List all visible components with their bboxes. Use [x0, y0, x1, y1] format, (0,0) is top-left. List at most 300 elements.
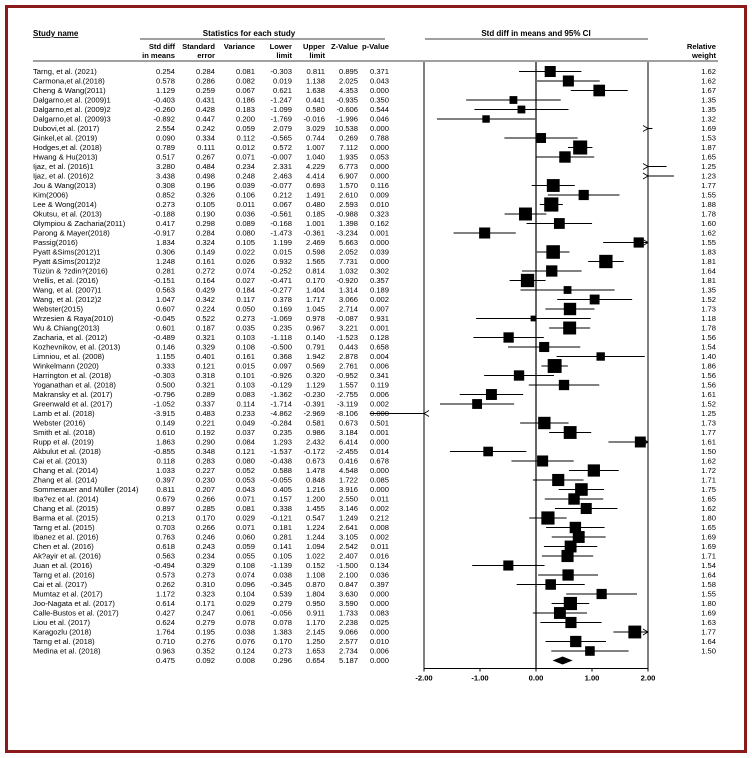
stat-value: 0.852	[155, 190, 175, 200]
column-header: Lower	[269, 42, 292, 51]
stat-value: -0.260	[153, 105, 175, 115]
stat-value: 0.012	[235, 143, 255, 153]
relative-weight: 1.63	[701, 618, 716, 628]
stat-value: 0.578	[155, 76, 175, 86]
stat-value: 2.052	[338, 247, 358, 257]
header-statistics: Statistics for each study	[202, 29, 296, 38]
relative-weight: 1.65	[701, 152, 716, 162]
effect-marker	[597, 589, 607, 599]
stat-value: 0.569	[305, 361, 325, 371]
study-name-label: Chang et al. (2014)	[33, 466, 99, 476]
stat-value: 0.289	[195, 390, 215, 400]
column-header: Standard	[182, 42, 215, 51]
stat-value: -0.952	[336, 371, 358, 381]
stat-value: 0.416	[338, 456, 358, 466]
stat-value: 0.417	[155, 219, 175, 229]
stat-value: 0.060	[235, 532, 255, 542]
stat-value: 0.847	[338, 580, 358, 590]
study-name-label: Sommerauer and Müller (2014)	[33, 485, 139, 495]
effect-marker	[564, 426, 577, 439]
study-name-label: Carmona,et al.(2018)	[33, 76, 105, 86]
stat-value: 0.618	[155, 542, 175, 552]
study-name-label: Zhang et al. (2014)	[33, 475, 98, 485]
stat-value: 0.000	[369, 257, 389, 267]
stat-value: 0.117	[236, 295, 255, 305]
effect-marker	[628, 626, 641, 639]
stat-value: 0.789	[155, 143, 175, 153]
stat-value: 0.848	[305, 475, 325, 485]
effect-marker	[588, 464, 600, 476]
stat-value: 0.090	[155, 133, 175, 143]
relative-weight: 1.62	[701, 228, 716, 238]
column-header: p-Value	[361, 42, 389, 51]
relative-weight: 1.35	[701, 105, 716, 115]
stat-value: 0.350	[369, 95, 389, 105]
stat-value: 0.302	[369, 266, 389, 276]
stat-value: 0.000	[369, 162, 389, 172]
stat-value: -3.119	[337, 399, 358, 409]
stat-value: -4.862	[270, 409, 292, 419]
stat-value: 3.066	[338, 295, 358, 305]
study-name-label: Webster (2016)	[33, 418, 86, 428]
stat-value: 0.118	[156, 456, 175, 466]
effect-marker	[537, 455, 548, 466]
effect-marker	[579, 190, 589, 200]
study-name-label: Iba?ez et al. (2014)	[33, 494, 99, 504]
header-plot-title: Std diff in means and 95% CI	[481, 29, 591, 38]
stat-value: 2.100	[338, 570, 358, 580]
stat-value: -1.996	[336, 114, 358, 124]
stat-value: 1.863	[155, 437, 175, 447]
stat-value: 0.009	[369, 190, 389, 200]
stat-value: 0.002	[369, 504, 389, 514]
stat-value: 4.414	[305, 171, 325, 181]
stat-value: 0.105	[235, 238, 255, 248]
study-name-label: Chen et al. (2016)	[33, 542, 94, 552]
relative-weight: 1.35	[701, 95, 716, 105]
relative-weight: 1.61	[701, 437, 716, 447]
stat-value: 3.916	[338, 485, 358, 495]
effect-marker	[593, 85, 605, 97]
relative-weight: 1.64	[701, 570, 716, 580]
relative-weight: 1.65	[701, 494, 716, 504]
stat-value: 3.184	[338, 428, 358, 438]
relative-weight: 1.83	[701, 247, 716, 257]
study-name-label: Calle-Bustos et al. (2017)	[33, 608, 119, 618]
stat-value: -1.118	[271, 333, 292, 343]
study-name-label: Webster(2015)	[33, 304, 84, 314]
relative-weight: 1.77	[701, 181, 716, 191]
stat-value: 0.170	[272, 637, 292, 647]
study-name-label: Hwang & Hu(2013)	[33, 152, 98, 162]
study-name-label: Juan et al. (2016)	[33, 561, 93, 571]
stat-value: 0.006	[369, 646, 389, 656]
stat-value: 0.105	[272, 551, 292, 561]
stat-value: -1.500	[336, 561, 358, 571]
stat-value: 0.673	[305, 456, 325, 466]
stat-value: 0.036	[369, 570, 389, 580]
stat-value: -1.139	[270, 561, 292, 571]
summary-stat-value: 0.296	[272, 656, 292, 666]
stat-value: 0.284	[195, 67, 215, 77]
stat-value: 0.341	[369, 371, 389, 381]
summary-stat-value: 0.008	[235, 656, 255, 666]
effect-marker	[563, 322, 576, 335]
stat-value: 0.000	[369, 589, 389, 599]
stat-value: 0.097	[272, 361, 292, 371]
stat-value: -0.438	[270, 456, 292, 466]
stat-value: 0.371	[369, 67, 389, 77]
stat-value: 0.149	[155, 418, 175, 428]
stat-value: -0.345	[270, 580, 292, 590]
relative-weight: 1.52	[701, 295, 716, 305]
effect-marker	[568, 493, 579, 504]
stat-value: 0.588	[272, 466, 292, 476]
stat-value: 0.273	[155, 200, 175, 210]
study-name-label: Ak?ayir et al. (2016)	[33, 551, 101, 561]
column-header: in means	[142, 51, 175, 60]
stat-value: 0.015	[235, 361, 255, 371]
stat-value: 0.083	[235, 390, 255, 400]
stat-value: 0.310	[195, 580, 215, 590]
effect-marker	[521, 274, 534, 287]
effect-marker	[482, 115, 489, 122]
study-name-label: Tüzün & ?zdin?(2016)	[33, 266, 108, 276]
relative-weight: 1.50	[701, 447, 716, 457]
study-name-label: Yoganathan et al. (2018)	[33, 380, 116, 390]
stat-value: 0.324	[195, 238, 215, 248]
effect-marker	[483, 447, 493, 457]
stat-value: 0.035	[235, 323, 255, 333]
stat-value: 1.199	[272, 238, 292, 248]
stat-value: 0.710	[155, 637, 175, 647]
stat-value: 1.942	[305, 352, 325, 362]
stat-value: 0.234	[235, 162, 255, 172]
stat-value: 0.897	[155, 504, 175, 514]
stat-value: -0.606	[336, 105, 358, 115]
stat-value: 0.067	[272, 200, 292, 210]
stat-value: -0.471	[270, 276, 292, 286]
stat-value: 5.663	[338, 238, 358, 248]
stat-value: 0.049	[235, 418, 255, 428]
stat-value: 0.544	[369, 105, 389, 115]
stat-value: 0.025	[369, 618, 389, 628]
stat-value: 0.101	[235, 371, 255, 381]
stat-value: 3.630	[338, 589, 358, 599]
effect-marker	[503, 332, 513, 342]
relative-weight: 1.60	[701, 219, 716, 229]
stat-value: 0.185	[305, 209, 325, 219]
stat-value: -0.494	[153, 561, 175, 571]
stat-value: 2.025	[338, 76, 358, 86]
stat-value: 1.047	[155, 295, 175, 305]
relative-weight: 1.35	[701, 285, 716, 295]
stat-value: 1.022	[305, 551, 325, 561]
stat-value: 0.196	[195, 181, 215, 191]
stat-value: 0.598	[305, 247, 325, 257]
relative-weight: 1.81	[701, 276, 716, 286]
stat-value: 7.112	[339, 143, 358, 153]
summary-stat-value: 0.654	[305, 656, 325, 666]
stat-value: 0.967	[305, 323, 325, 333]
ci-arrow-left	[424, 411, 429, 417]
relative-weight: 1.69	[701, 124, 716, 134]
stat-value: 0.027	[235, 276, 255, 286]
relative-weight: 1.52	[701, 399, 716, 409]
stat-value: 0.266	[195, 523, 215, 533]
stat-value: 0.207	[195, 485, 215, 495]
study-name-label: Lamb et al. (2018)	[33, 409, 95, 419]
stat-value: 0.000	[369, 627, 389, 637]
stat-value: 0.000	[369, 143, 389, 153]
stat-value: 0.427	[155, 608, 175, 618]
stat-value: 0.067	[235, 86, 255, 96]
stat-value: 3.029	[305, 124, 325, 134]
stat-value: 0.112	[236, 133, 255, 143]
x-tick-label: 2.00	[640, 673, 656, 683]
effect-marker	[552, 474, 564, 486]
stat-value: 0.978	[305, 314, 325, 324]
header-study-name: Study name	[33, 29, 79, 38]
stat-value: 0.071	[235, 152, 255, 162]
stat-value: -0.151	[153, 276, 175, 286]
stat-value: 0.162	[369, 219, 389, 229]
study-name-label: Passig(2016)	[33, 238, 78, 248]
stat-value: -3.915	[153, 409, 175, 419]
stat-value: 0.169	[272, 304, 292, 314]
stat-value: 0.931	[369, 314, 389, 324]
effect-marker	[635, 437, 646, 448]
stat-value: 0.338	[272, 504, 292, 514]
stat-value: 0.441	[305, 95, 325, 105]
relative-weight: 1.78	[701, 323, 716, 333]
effect-marker	[559, 380, 569, 390]
stat-value: 0.096	[235, 580, 255, 590]
stat-value: 0.103	[235, 380, 255, 390]
relative-weight: 1.54	[701, 561, 716, 571]
stat-value: -0.892	[153, 114, 175, 124]
stat-value: 1.570	[338, 181, 358, 191]
stat-value: 0.001	[369, 323, 389, 333]
stat-value: 0.029	[235, 599, 255, 609]
relative-weight: 1.25	[701, 162, 716, 172]
effect-marker	[573, 140, 587, 154]
stat-value: 0.000	[369, 171, 389, 181]
stat-value: 1.170	[305, 618, 325, 628]
study-name-label: Greenwald et al. (2017)	[33, 399, 113, 409]
study-name-label: Limniou, et al. (2008)	[33, 352, 105, 362]
relative-weight: 1.62	[701, 67, 716, 77]
stat-value: 0.269	[338, 133, 358, 143]
study-name-label: Dalgarno,et al. (2009)1	[33, 95, 111, 105]
stat-value: 0.281	[272, 532, 292, 542]
stat-value: 0.119	[370, 380, 389, 390]
relative-weight: 1.81	[701, 257, 716, 267]
stat-value: 0.791	[305, 342, 325, 352]
stat-value: 0.811	[156, 485, 175, 495]
stat-value: -0.129	[270, 380, 292, 390]
ci-arrow-right	[643, 126, 648, 132]
stat-value: 0.134	[369, 561, 389, 571]
stat-value: 0.184	[235, 285, 255, 295]
study-name-label: Medina et al. (2018)	[33, 646, 101, 656]
stat-value: 0.224	[195, 304, 215, 314]
stat-value: -0.230	[303, 390, 325, 400]
stat-value: 0.108	[235, 561, 255, 571]
stat-value: 0.318	[195, 371, 215, 381]
stat-value: -0.926	[270, 371, 292, 381]
stat-value: 0.763	[155, 532, 175, 542]
stat-value: 0.016	[369, 551, 389, 561]
stat-value: 1.398	[338, 219, 358, 229]
stat-value: 0.043	[235, 485, 255, 495]
stat-value: 0.950	[305, 599, 325, 609]
effect-marker	[554, 607, 566, 619]
stat-value: -0.056	[270, 608, 292, 618]
stat-value: 0.108	[235, 342, 255, 352]
stat-value: 0.011	[370, 542, 389, 552]
stat-value: 0.814	[305, 266, 325, 276]
stat-value: 0.212	[272, 190, 292, 200]
stat-value: 0.235	[272, 428, 292, 438]
stat-value: 2.761	[338, 361, 358, 371]
stat-value: -1.537	[270, 447, 292, 457]
stat-value: 3.105	[338, 532, 358, 542]
study-name-label: Harrington et al. (2018)	[33, 371, 112, 381]
study-name-label: Akbulut et al. (2018)	[33, 447, 101, 457]
stat-value: 0.186	[235, 95, 255, 105]
stat-value: -0.561	[270, 209, 292, 219]
stat-value: 0.187	[195, 323, 215, 333]
column-header: limit	[276, 51, 292, 60]
effect-marker	[545, 66, 556, 77]
study-name-label: Tarng et al. (2015)	[33, 523, 95, 533]
study-name-label: Karagozlu (2018)	[33, 627, 92, 637]
stat-value: 1.653	[305, 646, 325, 656]
stat-value: 0.000	[369, 238, 389, 248]
stat-value: 0.195	[195, 627, 215, 637]
stat-value: 1.764	[155, 627, 175, 637]
stat-value: 0.161	[235, 352, 255, 362]
stat-value: 1.200	[305, 494, 325, 504]
stat-value: 0.124	[235, 646, 255, 656]
stat-value: 0.932	[272, 257, 292, 267]
stat-value: -0.055	[270, 475, 292, 485]
effect-marker	[545, 579, 556, 590]
stat-value: 0.811	[306, 67, 325, 77]
stat-value: 0.693	[305, 181, 325, 191]
study-name-label: Tarng, et al. (2021)	[33, 67, 97, 77]
stat-value: 0.074	[235, 266, 255, 276]
summary-stat-value: 5.187	[338, 656, 358, 666]
stat-value: -0.284	[270, 418, 292, 428]
relative-weight: 1.87	[701, 143, 716, 153]
relative-weight: 1.54	[701, 342, 716, 352]
stat-value: 1.250	[305, 637, 325, 647]
stat-value: 1.138	[305, 76, 325, 86]
stat-value: 0.281	[155, 266, 175, 276]
stat-value: 0.121	[195, 361, 215, 371]
effect-marker	[514, 370, 524, 380]
effect-marker	[590, 295, 600, 305]
effect-marker	[562, 569, 573, 580]
study-name-label: Wang, et al. (2012)2	[33, 295, 102, 305]
relative-weight: 1.71	[701, 551, 716, 561]
relative-weight: 1.88	[701, 200, 716, 210]
stat-value: 0.076	[235, 637, 255, 647]
relative-weight: 1.55	[701, 190, 716, 200]
stat-value: -0.007	[270, 152, 292, 162]
stat-value: 2.878	[338, 352, 358, 362]
relative-weight: 1.69	[701, 542, 716, 552]
ci-arrow-right	[643, 173, 648, 179]
stat-value: 0.501	[369, 418, 389, 428]
stat-value: 0.581	[305, 418, 325, 428]
study-name-label: Chang et al. (2015)	[33, 504, 99, 514]
stat-value: -0.917	[153, 228, 175, 238]
stat-value: 2.577	[338, 637, 358, 647]
relative-weight: 1.32	[701, 114, 716, 124]
relative-weight: 1.71	[701, 475, 716, 485]
stat-value: 0.247	[195, 608, 215, 618]
stat-value: 0.007	[369, 304, 389, 314]
stat-value: 0.038	[235, 627, 255, 637]
stat-value: 0.089	[235, 219, 255, 229]
x-tick-label: -2.00	[415, 673, 433, 683]
stat-value: 0.911	[306, 608, 325, 618]
effect-marker	[548, 359, 562, 373]
effect-marker	[585, 646, 595, 656]
stat-value: 0.259	[195, 86, 215, 96]
stat-value: 0.080	[235, 228, 255, 238]
stat-value: 1.733	[338, 608, 358, 618]
stat-value: 0.378	[272, 295, 292, 305]
relative-weight: 1.23	[701, 171, 716, 181]
stat-value: 1.040	[305, 152, 325, 162]
stat-value: -0.303	[153, 371, 175, 381]
stat-value: 0.039	[235, 181, 255, 191]
stat-value: 0.397	[369, 580, 389, 590]
stat-value: 0.614	[155, 599, 175, 609]
stat-value: 0.337	[195, 399, 215, 409]
study-name-label: Ginkel,et al. (2019)	[33, 133, 98, 143]
stat-value: 0.254	[155, 67, 175, 77]
stat-value: -0.016	[303, 114, 325, 124]
x-tick-label: 1.00	[584, 673, 600, 683]
stat-value: 0.234	[195, 551, 215, 561]
stat-value: 0.624	[155, 618, 175, 628]
weight-header: Relative	[686, 42, 716, 51]
study-name-label: Cai et al. (2017)	[33, 580, 88, 590]
stat-value: 0.563	[155, 551, 175, 561]
effect-marker	[531, 316, 537, 322]
stat-value: 0.213	[155, 513, 175, 523]
stat-value: 0.078	[235, 618, 255, 628]
stat-value: 0.334	[195, 133, 215, 143]
stat-value: 0.116	[370, 181, 389, 191]
stat-value: 0.071	[235, 494, 255, 504]
effect-marker	[544, 197, 558, 211]
stat-value: 0.333	[155, 361, 175, 371]
stat-value: 0.053	[369, 152, 389, 162]
stat-value: 0.279	[195, 618, 215, 628]
stat-value: 0.000	[369, 599, 389, 609]
effect-marker	[565, 617, 576, 628]
relative-weight: 1.65	[701, 523, 716, 533]
study-name-label: Joo-Nagata et al. (2017)	[33, 599, 115, 609]
stat-value: 0.085	[369, 475, 389, 485]
stat-value: 1.094	[305, 542, 325, 552]
